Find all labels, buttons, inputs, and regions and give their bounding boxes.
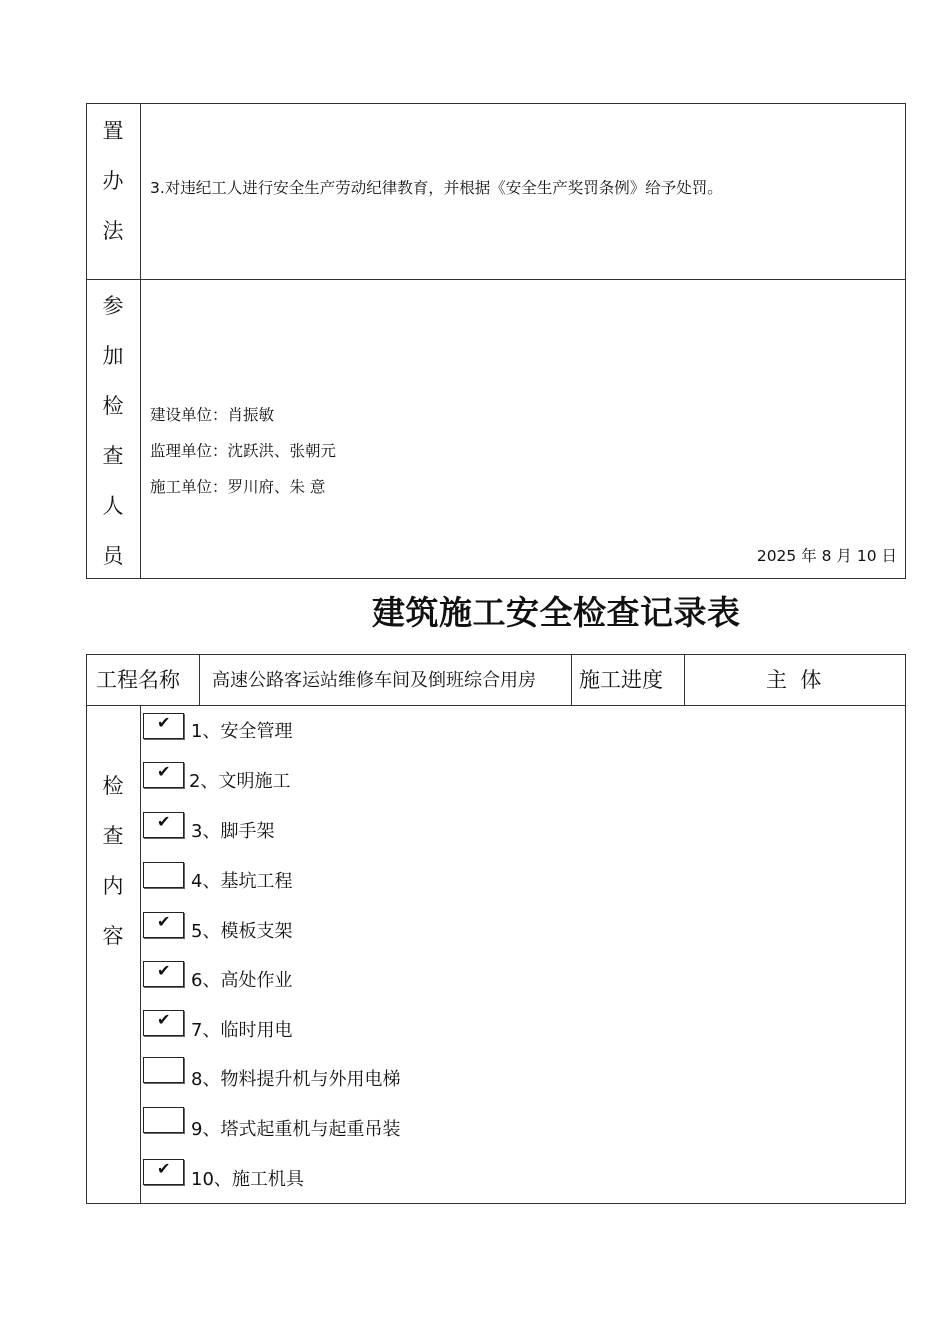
check-mark-icon: ✔ bbox=[157, 1159, 171, 1178]
label-char: 法 bbox=[102, 219, 124, 243]
label-char: 内 bbox=[102, 874, 124, 898]
label-char: 查 bbox=[102, 444, 124, 468]
check-mark-icon: ✔ bbox=[157, 912, 171, 931]
checklist-item-label: 1、安全管理 bbox=[191, 721, 293, 742]
checkbox[interactable] bbox=[143, 912, 184, 938]
top-table-column-divider bbox=[140, 104, 141, 578]
progress-label: 施工进度 bbox=[579, 668, 663, 692]
row1-vertical-label bbox=[87, 121, 139, 271]
checkbox[interactable] bbox=[143, 862, 184, 888]
body-column-divider bbox=[140, 705, 141, 1203]
form-title: 建筑施工安全检查记录表 bbox=[372, 593, 741, 632]
checklist-item-label: 5、模板支架 bbox=[191, 921, 293, 942]
checkbox[interactable] bbox=[143, 1010, 184, 1036]
label-char: 人 bbox=[102, 494, 124, 518]
header-divider-3 bbox=[684, 655, 685, 705]
checklist-item-label: 9、塔式起重机与起重吊装 bbox=[191, 1119, 401, 1140]
check-mark-icon: ✔ bbox=[157, 762, 171, 781]
record-date: 2025 年 8 月 10 日 bbox=[756, 547, 897, 565]
checklist-item-label: 8、物料提升机与外用电梯 bbox=[191, 1069, 401, 1090]
checklist-item-label: 6、高处作业 bbox=[191, 970, 293, 991]
checklist-item-label: 7、临时用电 bbox=[191, 1020, 293, 1041]
checkbox[interactable] bbox=[143, 713, 184, 739]
header-divider-1 bbox=[199, 655, 200, 705]
label-char: 容 bbox=[102, 924, 124, 948]
check-mark-icon: ✔ bbox=[157, 1010, 171, 1029]
check-mark-icon: ✔ bbox=[157, 961, 171, 980]
checkbox[interactable] bbox=[143, 1107, 184, 1133]
checkbox[interactable] bbox=[143, 812, 184, 838]
inspection-content-label bbox=[87, 776, 139, 976]
label-char: 参 bbox=[102, 294, 124, 318]
label-char: 检 bbox=[102, 774, 124, 798]
label-char: 员 bbox=[102, 544, 124, 568]
top-table bbox=[86, 103, 906, 579]
label-char: 置 bbox=[102, 119, 124, 143]
label-char: 查 bbox=[102, 824, 124, 848]
checkbox[interactable] bbox=[143, 1159, 184, 1185]
checklist-item-label: 4、基坑工程 bbox=[191, 871, 293, 892]
inspection-form-table bbox=[86, 654, 906, 1204]
checklist-item-label: 3、脚手架 bbox=[191, 821, 275, 842]
label-char: 加 bbox=[102, 344, 124, 368]
checkbox[interactable] bbox=[143, 762, 184, 788]
progress-value: 主 体 bbox=[766, 668, 822, 692]
checkbox[interactable] bbox=[143, 1057, 184, 1083]
project-name-value: 高速公路客运站维修车间及倒班综合用房 bbox=[212, 670, 536, 691]
check-mark-icon: ✔ bbox=[157, 713, 171, 732]
participant-contractor-unit: 施工单位：罗川府、朱 意 bbox=[150, 478, 326, 496]
label-char: 办 bbox=[102, 169, 124, 193]
top-table-row-divider bbox=[87, 279, 905, 280]
participant-construction-unit: 建设单位：肖振敏 bbox=[150, 406, 275, 424]
checkbox[interactable] bbox=[143, 961, 184, 987]
participant-supervision-unit: 监理单位：沈跃洪、张朝元 bbox=[150, 442, 337, 460]
header-row-divider bbox=[87, 705, 905, 706]
check-mark-icon: ✔ bbox=[157, 812, 171, 831]
checklist-item-label: 10、施工机具 bbox=[191, 1169, 304, 1190]
project-name-label: 工程名称 bbox=[96, 668, 180, 692]
penalty-text: 3.对违纪工人进行安全生产劳动纪律教育，并根据《安全生产奖罚条例》给予处罚。 bbox=[150, 179, 723, 197]
checklist-item-label: 2、文明施工 bbox=[189, 771, 291, 792]
row2-vertical-label bbox=[87, 296, 139, 596]
label-char: 检 bbox=[102, 394, 124, 418]
header-divider-2 bbox=[571, 655, 572, 705]
